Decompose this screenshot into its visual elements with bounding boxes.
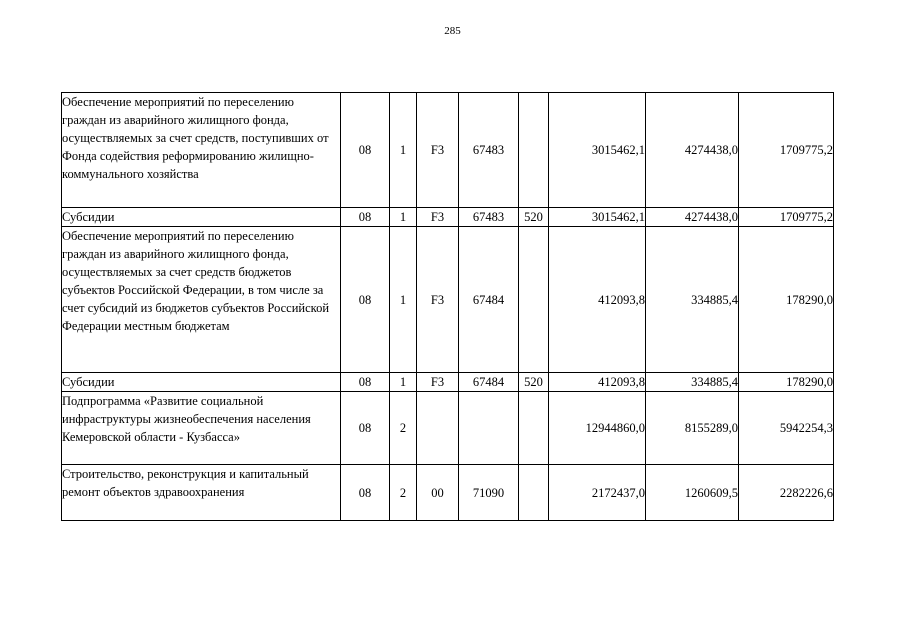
section-code-cell: 08 <box>341 465 390 521</box>
table-row <box>62 208 834 227</box>
row-name-cell: Строительство, реконструкция и капитальный ремонт объектов здравоохранения <box>62 465 341 521</box>
section-code-cell: 08 <box>341 208 390 227</box>
expense-type-cell: 520 <box>519 373 549 392</box>
amount-year1-cell: 12944860,0 <box>549 392 646 465</box>
amount-year1-cell: 3015462,1 <box>549 93 646 208</box>
subprogram-code-cell: F3 <box>417 93 459 208</box>
subprogram-code-cell <box>417 392 459 465</box>
direction-code-cell: 67484 <box>459 227 519 373</box>
amount-year3-cell: 178290,0 <box>739 373 834 392</box>
program-code-cell: 1 <box>390 93 417 208</box>
direction-code-cell: 67483 <box>459 208 519 227</box>
direction-code-cell: 67483 <box>459 93 519 208</box>
amount-year3-cell: 1709775,2 <box>739 208 834 227</box>
table-row <box>62 465 834 521</box>
table-row <box>62 392 834 465</box>
program-code-cell: 2 <box>390 392 417 465</box>
row-name-cell: Обеспечение мероприятий по переселению граждан из аварийного жилищного фонда, осуществляемых за счет средств бюджетов субъектов Российской Федерации, в том числе за счет субсидий из бюджетов субъектов Российской Федерации местным бюджетам <box>62 227 341 373</box>
row-name-cell: Подпрограмма «Развитие социальной инфраструктуры жизнеобеспечения населения Кемеровской области - Кузбасса» <box>62 392 341 465</box>
program-code-cell: 2 <box>390 465 417 521</box>
subprogram-code-cell: F3 <box>417 227 459 373</box>
amount-year1-cell: 2172437,0 <box>549 465 646 521</box>
amount-year1-cell: 412093,8 <box>549 227 646 373</box>
amount-year1-cell: 412093,8 <box>549 373 646 392</box>
amount-year2-cell: 4274438,0 <box>646 208 739 227</box>
amount-year2-cell: 334885,4 <box>646 373 739 392</box>
section-code-cell: 08 <box>341 392 390 465</box>
amount-year3-cell: 1709775,2 <box>739 93 834 208</box>
page-number: 285 <box>444 25 461 37</box>
expense-type-cell <box>519 465 549 521</box>
program-code-cell: 1 <box>390 227 417 373</box>
budget-table <box>61 92 834 521</box>
table-row <box>62 373 834 392</box>
subprogram-code-cell: F3 <box>417 208 459 227</box>
subprogram-code-cell: F3 <box>417 373 459 392</box>
direction-code-cell <box>459 392 519 465</box>
direction-code-cell: 67484 <box>459 373 519 392</box>
amount-year1-cell: 3015462,1 <box>549 208 646 227</box>
expense-type-cell <box>519 227 549 373</box>
table-row <box>62 227 834 373</box>
amount-year2-cell: 4274438,0 <box>646 93 739 208</box>
expense-type-cell <box>519 93 549 208</box>
amount-year2-cell: 1260609,5 <box>646 465 739 521</box>
expense-type-cell: 520 <box>519 208 549 227</box>
program-code-cell: 1 <box>390 373 417 392</box>
row-name-cell: Субсидии <box>62 208 341 227</box>
amount-year3-cell: 2282226,6 <box>739 465 834 521</box>
program-code-cell: 1 <box>390 208 417 227</box>
amount-year2-cell: 8155289,0 <box>646 392 739 465</box>
table-row <box>62 93 834 208</box>
amount-year2-cell: 334885,4 <box>646 227 739 373</box>
amount-year3-cell: 5942254,3 <box>739 392 834 465</box>
row-name-cell: Субсидии <box>62 373 341 392</box>
expense-type-cell <box>519 392 549 465</box>
row-name-cell: Обеспечение мероприятий по переселению граждан из аварийного жилищного фонда, осуществляемых за счет средств, поступивших от Фонда содействия реформированию жилищно-коммунального хозяйства <box>62 93 341 208</box>
direction-code-cell: 71090 <box>459 465 519 521</box>
section-code-cell: 08 <box>341 227 390 373</box>
section-code-cell: 08 <box>341 373 390 392</box>
subprogram-code-cell: 00 <box>417 465 459 521</box>
amount-year3-cell: 178290,0 <box>739 227 834 373</box>
section-code-cell: 08 <box>341 93 390 208</box>
